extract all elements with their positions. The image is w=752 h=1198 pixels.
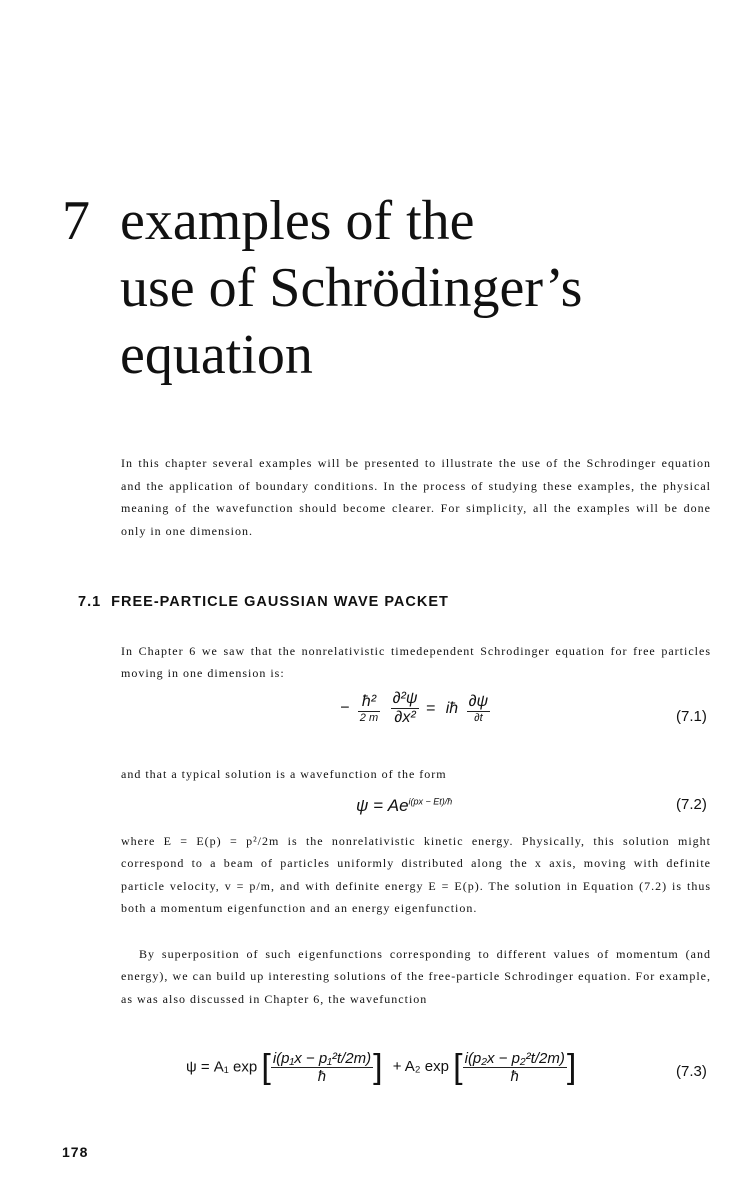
eq3-bracket-close-2: ] bbox=[566, 1048, 577, 1086]
eq1-equals: = bbox=[425, 699, 436, 717]
eq1-ihbar: iħ bbox=[445, 699, 459, 717]
chapter-number: 7 bbox=[62, 190, 90, 252]
section-title: FREE-PARTICLE GAUSSIAN WAVE PACKET bbox=[111, 594, 449, 610]
eq3-mid: + A₂ exp bbox=[392, 1058, 449, 1076]
eq2-exponent: i(px − Et)/ħ bbox=[408, 796, 453, 807]
eq1-dt: ∂t bbox=[474, 712, 483, 724]
eq3-den1: ħ bbox=[317, 1068, 327, 1085]
eq3-frac-2 bbox=[463, 1050, 567, 1085]
chapter-title-line1: 7 examples of the bbox=[62, 188, 582, 255]
eq1-hbar2: ħ² bbox=[358, 693, 380, 712]
eq1-dx2: ∂x² bbox=[394, 709, 416, 726]
eq1-2m: 2 m bbox=[359, 712, 379, 724]
eq1-frac-d2psi bbox=[391, 690, 420, 727]
eq3-den2: ħ bbox=[510, 1068, 519, 1085]
paragraph-4: By superposition of such eigenfunctions corresponding to different values of momentum (and energy), we can build up interesting solutions of the free-particle Schrodinger equation. For example, as was also discussed in Chapter 6, the wavefunction bbox=[121, 947, 711, 1006]
eq3-bracket-open-2: [ bbox=[453, 1048, 463, 1086]
equation-7-3-label: (7.3) bbox=[676, 1063, 707, 1080]
eq1-dpsi: ∂ψ bbox=[468, 693, 489, 710]
eq3-num1: i(p₁x − p₁²t/2m) bbox=[272, 1050, 372, 1067]
section-number: 7.1 bbox=[78, 594, 102, 610]
equation-7-2-label: (7.2) bbox=[676, 796, 707, 813]
paragraph-3: where E = E(p) = p²/2m is the nonrelativistic kinetic energy. Physically, this solution might correspond to a beam of particles uniformly distributed along the x axis, moving with definite particle velocity, v = p/m, and with definite energy E = E(p). The solution in Equation (7.2) is thus both a momentum eigenfunction and an energy eigenfunction. bbox=[121, 834, 711, 915]
eq2-lhs: ψ = Ae bbox=[356, 796, 409, 815]
eq3-bracket-open-1: [ bbox=[261, 1048, 271, 1086]
equation-7-1-label: (7.1) bbox=[676, 708, 707, 725]
section-heading bbox=[78, 594, 449, 610]
paragraph-2: and that a typical solution is a wavefunction of the form bbox=[121, 767, 447, 781]
eq1-d2psi: ∂²ψ bbox=[392, 690, 418, 707]
eq1-minus: − bbox=[340, 699, 350, 717]
intro-paragraph: In this chapter several examples will be presented to illustrate the use of the Schrodinger equation and the application of boundary conditions. In the process of studying these examples, the physical meaning of the wavefunction should become clearer. For simplicity, all the examples will be done only in one dimension. bbox=[121, 456, 711, 538]
equation-7-3 bbox=[186, 1048, 576, 1087]
eq3-frac-1 bbox=[271, 1050, 373, 1085]
paragraph-1: In Chapter 6 we saw that the nonrelativistic timedependent Schrodinger equation for free particles moving in one dimension is: bbox=[121, 644, 711, 681]
equation-7-2 bbox=[356, 796, 452, 816]
chapter-title-line3: equation bbox=[120, 324, 313, 386]
eq1-frac-dpsi bbox=[467, 693, 491, 724]
eq3-lhs: ψ = A₁ exp bbox=[186, 1058, 258, 1076]
equation-7-1 bbox=[340, 690, 490, 727]
chapter-title-line2: use of Schrödinger’s bbox=[120, 257, 583, 319]
eq3-num2: i(p₂x − p₂²t/2m) bbox=[464, 1050, 565, 1067]
chapter-title bbox=[62, 188, 582, 389]
page-number: 178 bbox=[62, 1144, 89, 1160]
eq1-frac-hbar bbox=[358, 693, 380, 724]
eq3-bracket-close-1: ] bbox=[373, 1048, 383, 1086]
